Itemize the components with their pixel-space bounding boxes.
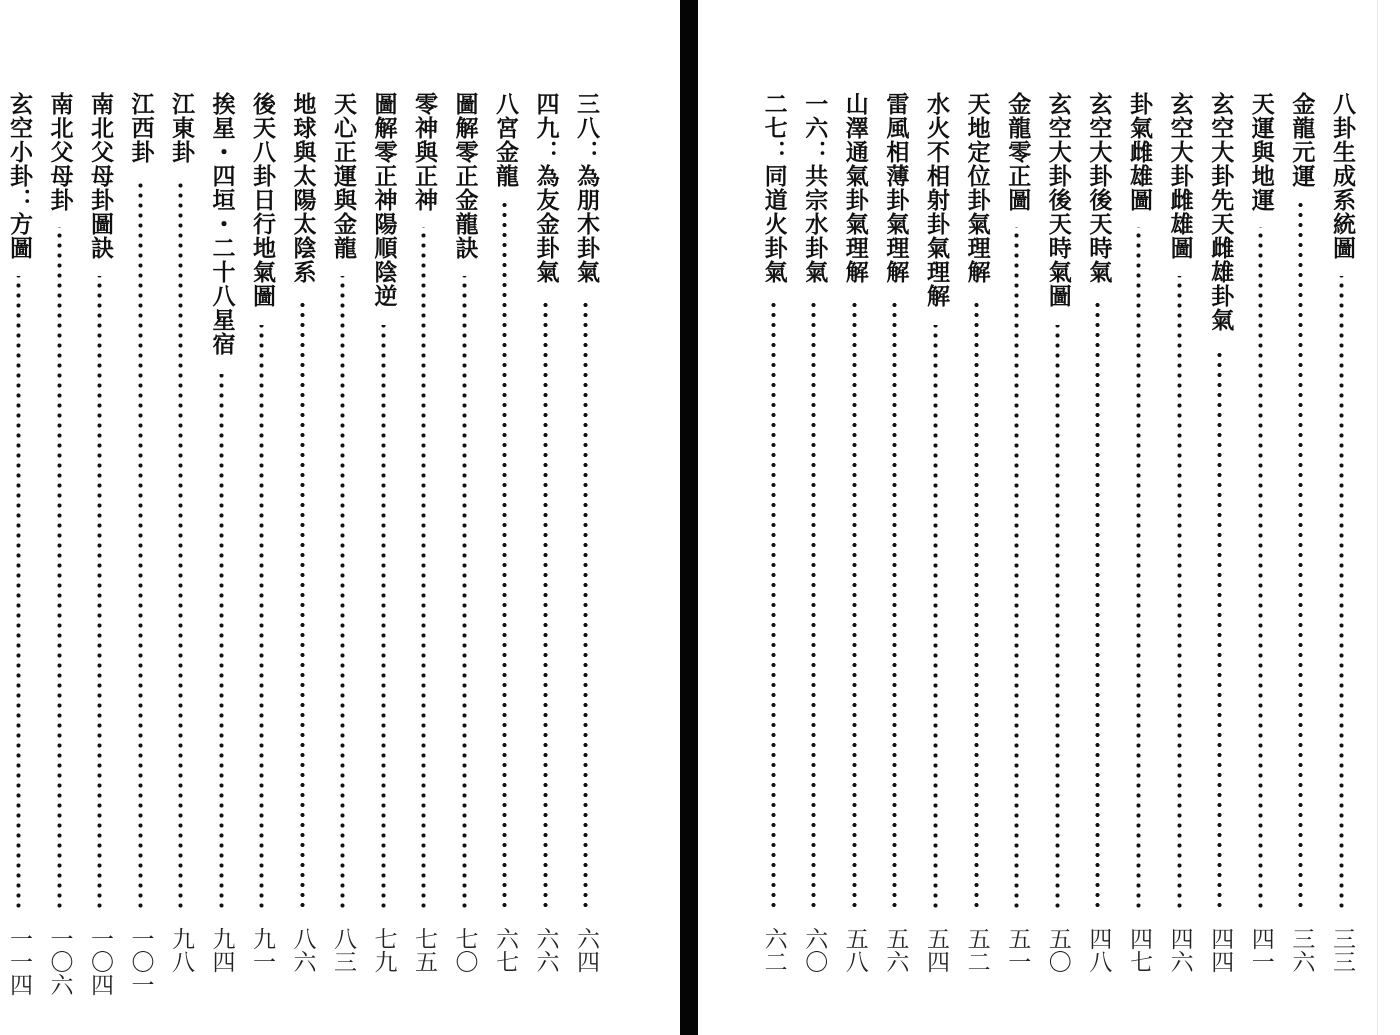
toc-entry: [568, 92, 604, 1017]
toc-entry-page-number: 七五: [411, 927, 437, 973]
toc-entry: [366, 92, 402, 1017]
toc-entry-title: 卦氣雌雄圖: [1126, 92, 1152, 212]
dot-leader: [1136, 227, 1141, 911]
dot-leader: [219, 374, 224, 911]
toc-entry-title: 南北父母卦圖訣: [87, 92, 113, 260]
toc-entry-title: 八宮金龍: [492, 92, 518, 188]
dot-leader: [1095, 300, 1100, 910]
toc-entry-page-number: 九一: [249, 927, 275, 973]
dot-leader: [502, 202, 507, 910]
toc-entry: [325, 92, 361, 1017]
toc-entry-page-number: 一〇四: [87, 927, 113, 996]
toc-entry-title: 山澤通氣卦氣理解: [841, 92, 868, 284]
dot-leader: [300, 300, 305, 910]
dot-leader: [892, 300, 897, 910]
dot-leader: [1339, 276, 1344, 911]
toc-entry-title: 地球與太陽太陰系: [289, 92, 316, 284]
toc-entry: [1324, 92, 1360, 1017]
toc-entry-page-number: 八六: [289, 927, 316, 973]
dot-leader: [97, 276, 102, 911]
toc-entry-page-number: 四七: [1126, 927, 1152, 973]
toc-entry: [1121, 92, 1157, 1017]
toc-entry-title: 挨星・四垣・二十八星宿: [208, 92, 235, 356]
toc-entry-title: 水火不相射卦氣理解: [923, 92, 949, 308]
toc-entry-page-number: 四四: [1207, 927, 1234, 973]
dot-leader: [462, 276, 467, 911]
dot-leader: [1258, 227, 1263, 911]
dot-leader: [178, 178, 183, 911]
toc-entry-page-number: 一〇六: [46, 927, 73, 996]
toc-entry-title: 金龍零正圖: [1004, 92, 1031, 212]
toc-entry-title: 零神與正神: [411, 92, 437, 212]
dot-leader: [1298, 202, 1303, 910]
toc-entry-page-number: 六七: [492, 927, 518, 973]
toc-entry-page-number: 六〇: [801, 927, 828, 973]
toc-entry-page-number: 九四: [208, 927, 235, 973]
dot-leader: [1177, 276, 1182, 911]
toc-entry: [1080, 92, 1116, 1017]
toc-entry-title: 玄空大卦後天時氣: [1085, 92, 1112, 284]
toc-entry-title: 天心正運與金龍: [330, 92, 356, 260]
toc-entry: [244, 92, 280, 1017]
toc-entry-title: 玄空大卦先天雌雄卦氣: [1207, 92, 1234, 332]
toc-entry-page-number: 五一: [1004, 927, 1031, 973]
toc-entry-page-number: 三三: [1329, 927, 1355, 973]
toc-entry: [1243, 92, 1279, 1017]
toc-entry-page-number: 七〇: [451, 927, 478, 973]
toc-entry-page-number: 六二: [760, 927, 787, 973]
dot-leader: [583, 300, 588, 910]
toc-entry-title: 玄空大卦後天時氣圖: [1044, 92, 1071, 308]
toc-entry: [82, 92, 118, 1017]
dot-leader: [1014, 227, 1019, 911]
toc-entry-title: 二七：同道火卦氣: [760, 92, 787, 284]
toc-entry-page-number: 五六: [882, 927, 909, 973]
toc-entry: [204, 92, 240, 1017]
toc-entry-title: 八卦生成系統圖: [1329, 92, 1355, 260]
toc-entry: [487, 92, 523, 1017]
toc-entry: [528, 92, 564, 1017]
right-page: [698, 0, 1400, 1035]
dot-leader: [543, 300, 548, 910]
book-spine: [680, 0, 698, 1035]
toc-entry: [1, 92, 37, 1017]
toc-entry-page-number: 四一: [1247, 927, 1274, 973]
toc-entry: [123, 92, 159, 1017]
toc-entry-page-number: 一一四: [6, 927, 32, 996]
toc-entry-page-number: 六六: [532, 927, 559, 973]
dot-leader: [1055, 325, 1060, 911]
toc-entry-title: 金龍元運: [1288, 92, 1315, 188]
toc-entry-page-number: 五二: [963, 927, 990, 973]
toc-entry-page-number: 三六: [1288, 927, 1315, 973]
toc-entry-title: 後天八卦日行地氣圖: [249, 92, 275, 308]
toc-entry-title: 玄空大卦雌雄圖: [1166, 92, 1193, 260]
toc-entry-page-number: 五四: [923, 927, 949, 973]
dot-leader: [57, 227, 62, 911]
dot-leader: [933, 325, 938, 911]
toc-entry-page-number: 七九: [370, 927, 397, 973]
toc-entry-title: 雷風相薄卦氣理解: [882, 92, 909, 284]
dot-leader: [771, 300, 776, 910]
toc-entry-title: 江東卦: [168, 92, 194, 164]
toc-entry: [285, 92, 321, 1017]
dot-leader: [340, 276, 345, 911]
left-page: [0, 0, 680, 1035]
toc-entry: [837, 92, 873, 1017]
toc-entry-page-number: 四八: [1085, 927, 1112, 973]
toc-entry: [1040, 92, 1076, 1017]
dot-leader: [421, 227, 426, 911]
toc-entry-page-number: 六四: [573, 927, 599, 973]
toc-entry-page-number: 四六: [1166, 927, 1193, 973]
toc-entry-title: 三八：為朋木卦氣: [573, 92, 599, 284]
toc-entry: [756, 92, 792, 1017]
toc-entry-page-number: 一〇一: [127, 927, 154, 996]
toc-entry: [1202, 92, 1238, 1017]
toc-entry: [1162, 92, 1198, 1017]
dot-leader: [381, 325, 386, 911]
dot-leader: [259, 325, 264, 911]
toc-entry-title: 四九：為友金卦氣: [532, 92, 559, 284]
toc-entry-title: 圖解零正金龍訣: [451, 92, 478, 260]
dot-leader: [16, 276, 21, 911]
toc-entry-page-number: 五八: [841, 927, 868, 973]
toc-entry: [447, 92, 483, 1017]
toc-entry-page-number: 九八: [168, 927, 194, 973]
toc-entry-title: 江西卦: [127, 92, 154, 164]
toc-entry: [1283, 92, 1319, 1017]
toc-entry-page-number: 八三: [330, 927, 356, 973]
toc-entry-page-number: 五〇: [1044, 927, 1071, 973]
dot-leader: [1217, 349, 1222, 910]
toc-entry-title: 天運與地運: [1247, 92, 1274, 212]
toc-entry: [959, 92, 995, 1017]
toc-entry-title: 圖解零正神陽順陰逆: [370, 92, 397, 308]
toc-entry-title: 天地定位卦氣理解: [963, 92, 990, 284]
next-page-edge-fragment: [1377, 0, 1400, 1035]
toc-entry-title: 南北父母卦: [46, 92, 73, 212]
dot-leader: [974, 300, 979, 910]
dot-leader: [138, 178, 143, 911]
toc-entry: [796, 92, 832, 1017]
toc-entry: [406, 92, 442, 1017]
dot-leader: [811, 300, 816, 910]
toc-entry-title: 一六：共宗水卦氣: [801, 92, 828, 284]
toc-entry: [999, 92, 1035, 1017]
dot-leader: [852, 300, 857, 910]
toc-entry: [918, 92, 954, 1017]
toc-entry: [877, 92, 913, 1017]
toc-entry: [163, 92, 199, 1017]
toc-entry-title: 玄空小卦：方圖: [6, 92, 32, 260]
toc-entry: [42, 92, 78, 1017]
